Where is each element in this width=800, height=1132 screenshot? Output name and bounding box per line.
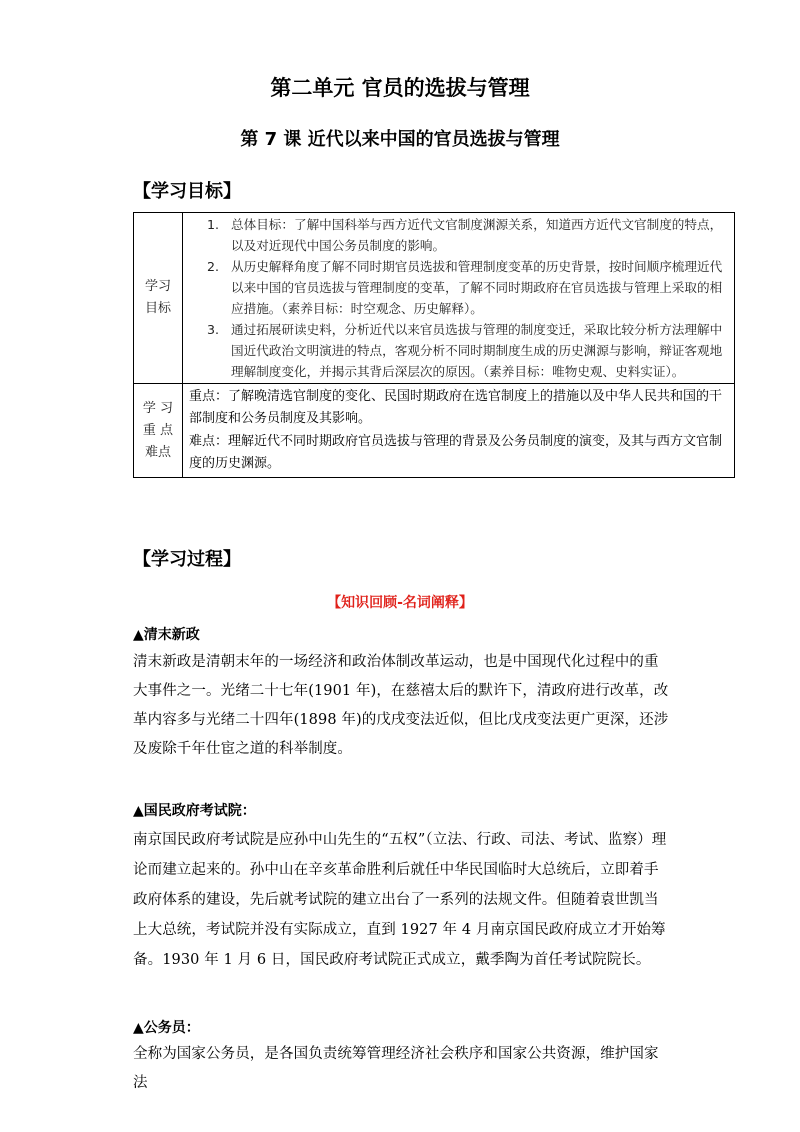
key-content-cell	[183, 384, 735, 478]
key-label-line: 难点	[144, 444, 171, 460]
goals-heading: 【学习目标】	[133, 181, 241, 202]
difficult-point: 难点：理解近代不同时期政府官员选拔与管理的背景及公务员制度的演变，及其与西方文官制度的历史渊源。	[189, 434, 723, 471]
goal-item: 2. 从历史解释角度了解不同时期官员选拔和管理制度变革的历史背景，按时间顺序梳理近代以来中国的官员选拔与管理制度的变革，了解不同时期政府在官员选拔与管理上采取的相应措施。（素养目标：时空观念、历史解释）。	[223, 256, 730, 319]
goals-table	[133, 212, 735, 478]
goal-list	[189, 214, 730, 382]
key-label-line: 重 点	[142, 422, 174, 438]
key-label-cell	[134, 384, 183, 478]
term-title: ▲清末新政	[133, 627, 200, 643]
process-heading: 【学习过程】	[133, 549, 241, 570]
goals-content-cell	[183, 213, 735, 384]
unit-title: 第二单元 官员的选拔与管理	[270, 76, 530, 100]
term-body: 南京国民政府考试院是应孙中山先生的“五权”（立法、行政、司法、考试、监察）理论而建立起来的。孙中山在辛亥革命胜利后就任中华民国临时大总统后，立即着手政府体系的建设，先后就考试院的建立出台了一系列的法规文件。但随着袁世凯当上大总统，考试院并没有实际成立，直到 1927 年 4 月南京国民政府成立才开始筹备。1930 年 1 月 6 日，国民政府考试院正式成立，戴季陶为首任考试院院长。	[133, 832, 667, 968]
goals-label-line: 目标	[144, 301, 171, 316]
review-subtitle: 【知识回顾-名词阐释】	[327, 595, 473, 611]
goal-item: 1. 总体目标：了解中国科举与西方近代文官制度渊源关系，知道西方近代文官制度的特点，以及对近现代中国公务员制度的影响。	[223, 214, 730, 256]
term-title: ▲公务员：	[133, 1020, 200, 1036]
term-body: 清末新政是清朝末年的一场经济和政治体制改革运动，也是中国现代化过程中的重大事件之一。光绪二十七年(1901 年)，在慈禧太后的默许下，清政府进行改革，改革内容多与光绪二十四年(1898 年)的戊戌变法近似，但比戊戌变法更广更深，还涉及废除千年仕宦之道的科举制度。	[133, 654, 669, 757]
lesson-title: 第 7 课 近代以来中国的官员选拔与管理	[240, 129, 560, 150]
term-body: 全称为国家公务员，是各国负责统筹管理经济社会秩序和国家公共资源，维护国家法	[133, 1046, 659, 1091]
goals-label-line: 学习	[144, 279, 171, 294]
key-point: 重点：了解晚清选官制度的变化、民国时期政府在选官制度上的措施以及中华人民共和国的干部制度和公务员制度及其影响。	[189, 389, 723, 426]
key-label-line: 学 习	[142, 400, 174, 416]
key-points-row	[134, 384, 735, 478]
term-title: ▲国民政府考试院：	[133, 803, 256, 819]
goals-label-cell	[134, 213, 183, 384]
goal-item: 3. 通过拓展研读史料，分析近代以来官员选拔与管理的制度变迁，采取比较分析方法理解中国近代政治文明演进的特点，客观分析不同时期制度生成的历史渊源与影响，辩证客观地理解制度变化，并揭示其背后深层次的原因。（素养目标：唯物史观、史料实证）。	[223, 319, 730, 382]
goals-row	[134, 213, 735, 384]
